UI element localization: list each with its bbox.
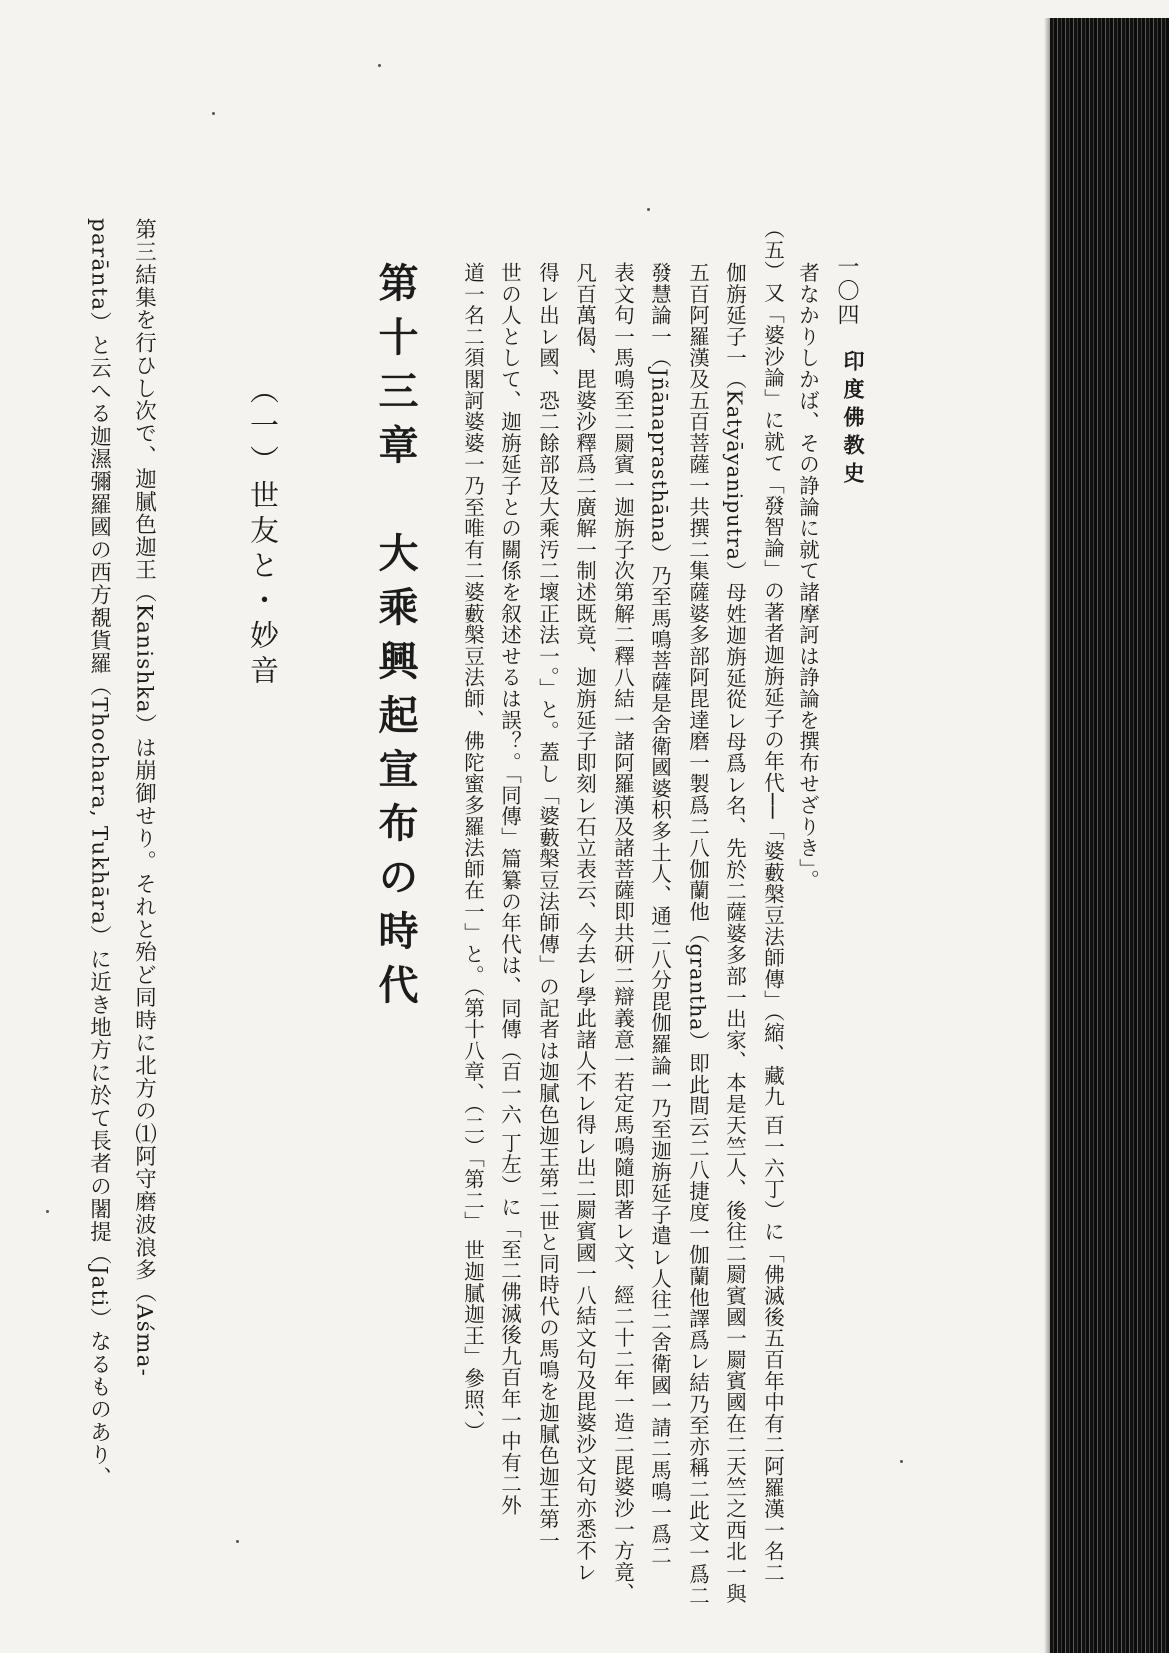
note-line: 凡百萬偈、毘婆沙釋爲二廣解一制述既竟、迦旃延子即刻レ石立表云、今去レ學此諸人不レ得レ出二罽賓國一八結文句及毘婆沙文句亦悉不レ [572, 262, 597, 1583]
note-line: 者なかりしかば、その諍論に就て諸摩訶は諍論を撰布せざりき」。 [795, 262, 820, 891]
note-line: 伽旃延子一（Katyāyaniputra）母姓迦旃延從レ母爲レ名、先於二薩婆多部一出家、本是天竺人、後往二罽賓國一罽賓國在二天竺之西北一與 [722, 262, 747, 1605]
note-line: 得レ出レ國、恐二餘部及大乘汚二壞正法一。」と。蓋し「婆藪槃豆法師傳」の記者は迦膩色迦王第二世と同時代の馬鳴を迦膩色迦王第一 [535, 262, 560, 1552]
dust-speck [212, 112, 215, 115]
dust-speck [647, 208, 650, 211]
note-line: 五百阿羅漢及五百菩薩一共撰二集薩婆多部阿毘達磨一製爲二八伽蘭他（grantha）即此間云二八捷度一伽蘭他譯爲レ結乃至亦稱二此文一爲二 [685, 262, 710, 1607]
book-edge [1050, 18, 1169, 1653]
body-line: 第三結集を行ひし次で、迦膩色迦王（Kanishka）は崩御せり。それと殆ど同時に北方の⑴阿守磨波浪多（Aśma- [131, 218, 157, 1378]
page-number: 一〇四 [834, 255, 859, 327]
note-line: 表文句一馬鳴至二罽賓一迦旃子次第解二釋八結一諸阿羅漢及諸菩薩即共研二辯義意一若定馬鳴隨即著レ文、經二十二年一造二毘婆沙一方竟、 [610, 262, 635, 1604]
chapter-title: 第十三章 大乘興起宣布の時代 [372, 262, 419, 1018]
note-line: 世の人として、迦旃延子との關係を叙述せるは誤？。「同傳」篇纂の年代は、同傳（百一六 丁左）に「至二佛滅後九百年一中有二外 [497, 262, 522, 1516]
dust-speck [378, 64, 381, 67]
section-title: （一）世友と・妙音 [246, 375, 280, 690]
note-line: （五）又「婆沙論」に就て「發智論」の著者迦旃延子の年代──「婆藪槃豆法師傳」（縮、藏九 百一六丁）に「佛滅後五百年中有二阿羅漢一名二 [760, 218, 785, 1584]
note-line: 道一名二須閣訶婆婆一乃至唯有二婆藪槃豆法師、佛陀蜜多羅法師在一」と。（第十八章、（二）「第二」 世迦膩迦王」參照、） [460, 262, 485, 1443]
note-line: 發慧論一（Jñānaprasthāna）乃至馬鳴菩薩是舍衛國婆枳多土人、通二八分毘伽羅論一乃至迦旃延子遣レ人往二舍衛國一請二馬鳴一爲二 [647, 262, 672, 1566]
dust-speck [900, 1460, 903, 1463]
dust-speck [236, 1540, 239, 1543]
body-line: parānta）と云へる迦濕彌羅國の西方覩貨羅（Thochara, Tukhāra）に近き地方に於て長者の闍提（Jati）なるものあり、 [86, 218, 112, 1490]
dust-speck [46, 1210, 49, 1213]
running-title: 印度佛教史 [841, 350, 866, 490]
